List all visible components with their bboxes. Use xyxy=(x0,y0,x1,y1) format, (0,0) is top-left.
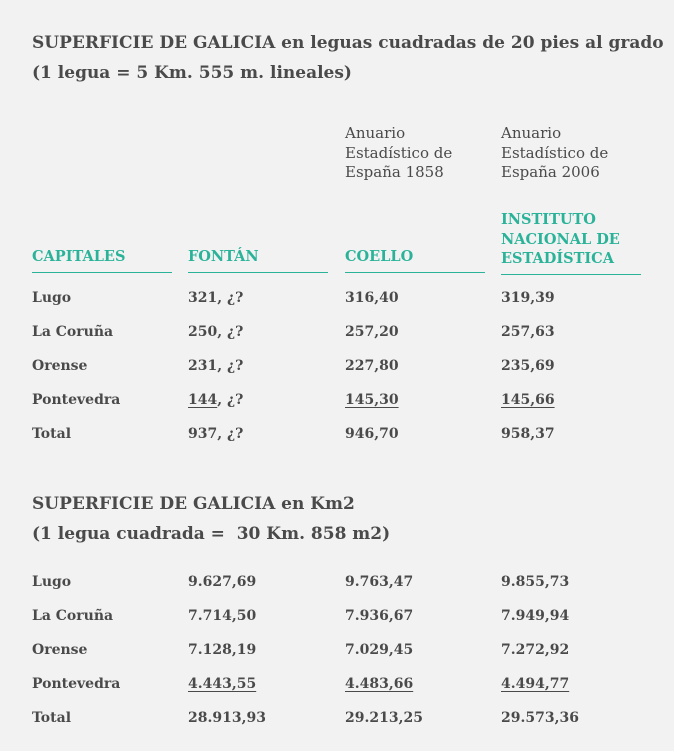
cell-ine: 9.855,73 xyxy=(501,574,570,590)
cell-coello: 7.936,67 xyxy=(345,608,414,624)
cell-fontan-rest: , ¿? xyxy=(217,392,244,408)
note-ine-line: España 2006 xyxy=(501,163,600,181)
cell-ine: 235,69 xyxy=(501,358,555,374)
row-name: La Coruña xyxy=(32,608,114,624)
header-capitales-label: CAPITALES xyxy=(32,248,126,265)
header-fontan xyxy=(188,247,328,273)
cell-fontan: 9.627,69 xyxy=(188,574,257,590)
cell-fontan: 7.128,19 xyxy=(188,642,257,658)
note-coello xyxy=(345,124,495,183)
cell-coello: 29.213,25 xyxy=(345,710,423,726)
header-coello-label: COELLO xyxy=(345,248,414,265)
cell-coello: 4.483,66 xyxy=(345,676,414,692)
table1-title: SUPERFICIE DE GALICIA en leguas cuadradas de 20 pies al grado xyxy=(32,33,664,53)
cell-fontan-underlined: 144 xyxy=(188,392,218,408)
row-name: Lugo xyxy=(32,574,72,590)
cell-coello: 145,30 xyxy=(345,392,399,408)
note-ine xyxy=(501,124,651,183)
cell-ine: 7.949,94 xyxy=(501,608,570,624)
row-name: Orense xyxy=(32,642,88,658)
row-name: Pontevedra xyxy=(32,392,121,408)
cell-fontan: 937, ¿? xyxy=(188,426,244,442)
row-name: Orense xyxy=(32,358,88,374)
table2-title-block xyxy=(32,489,390,549)
header-ine xyxy=(501,210,641,275)
table2-subtitle: (1 legua cuadrada = 30 Km. 858 m2) xyxy=(32,524,391,544)
cell-ine: 257,63 xyxy=(501,324,555,340)
row-name: Total xyxy=(32,710,72,726)
note-ine-line: Estadístico de xyxy=(501,143,609,162)
note-ine-line: Anuario xyxy=(501,124,562,142)
cell-ine: 319,39 xyxy=(501,290,555,306)
table1-title-block xyxy=(32,28,664,88)
cell-fontan: 250, ¿? xyxy=(188,324,244,340)
note-coello-line: España 1858 xyxy=(345,163,444,181)
row-name: Total xyxy=(32,426,72,442)
row-name: Lugo xyxy=(32,290,72,306)
cell-ine: 7.272,92 xyxy=(501,642,570,658)
row-name: Pontevedra xyxy=(32,676,121,692)
cell-fontan: 4.443,55 xyxy=(188,676,257,692)
header-ine-line: NACIONAL DE xyxy=(501,230,620,248)
cell-fontan: 7.714,50 xyxy=(188,608,257,624)
cell-coello: 9.763,47 xyxy=(345,574,414,590)
cell-ine: 958,37 xyxy=(501,426,555,442)
header-ine-line: ESTADÍSTICA xyxy=(501,250,614,267)
cell-coello: 7.029,45 xyxy=(345,642,414,658)
cell-fontan xyxy=(188,391,243,409)
row-name: La Coruña xyxy=(32,324,114,340)
note-coello-line: Anuario xyxy=(345,124,406,142)
cell-coello: 227,80 xyxy=(345,358,399,374)
header-coello xyxy=(345,247,485,273)
cell-coello: 257,20 xyxy=(345,324,399,340)
cell-fontan: 28.913,93 xyxy=(188,710,266,726)
header-ine-line: INSTITUTO xyxy=(501,211,596,228)
cell-ine: 29.573,36 xyxy=(501,710,579,726)
header-fontan-label: FONTÁN xyxy=(188,248,259,265)
cell-fontan: 231, ¿? xyxy=(188,358,244,374)
note-coello-line: Estadístico de xyxy=(345,143,453,162)
table1-subtitle: (1 legua = 5 Km. 555 m. lineales) xyxy=(32,63,352,83)
cell-ine: 4.494,77 xyxy=(501,676,570,692)
cell-fontan: 321, ¿? xyxy=(188,290,244,306)
cell-coello: 946,70 xyxy=(345,426,399,442)
cell-ine: 145,66 xyxy=(501,392,555,408)
cell-coello: 316,40 xyxy=(345,290,399,306)
table2-title: SUPERFICIE DE GALICIA en Km2 xyxy=(32,494,355,514)
header-capitales xyxy=(32,247,172,273)
